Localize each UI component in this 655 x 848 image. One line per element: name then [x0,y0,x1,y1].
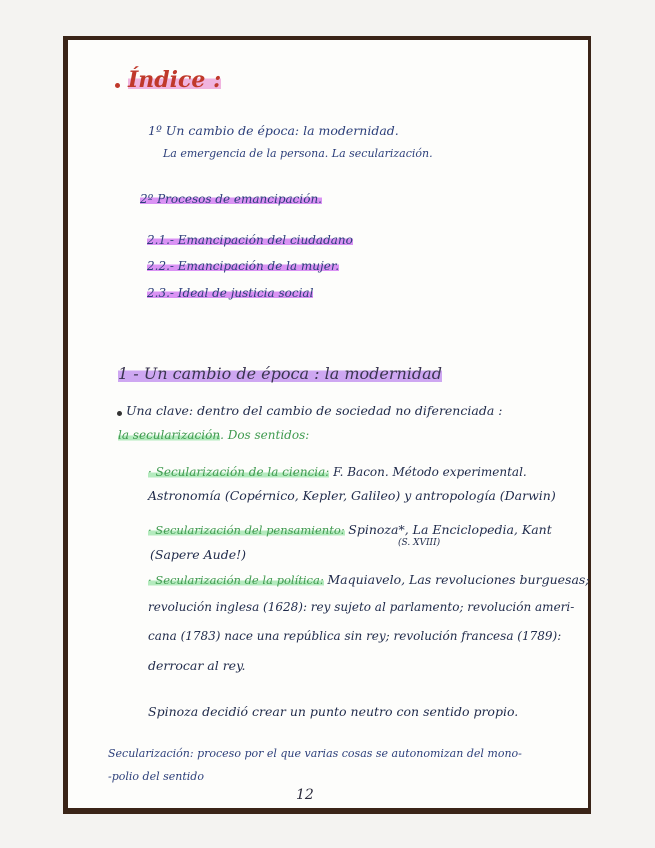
point-politica-line3: cana (1783) nace una república sin rey; revolución francesa (1789): [148,629,562,643]
point-politica-line4: derrocar al rey. [148,658,246,673]
index-sub-3: 2.3.- Ideal de justicia social [147,286,314,300]
point-pensamiento-line2: (Sapere Aude!) [150,547,247,562]
definition-line1: Secularización: proceso por el que varias cosas se autonomizan del mono- [108,747,522,760]
point-pensamiento-text: Spinoza*, La Enciclopedia, Kant [348,522,552,537]
secularizacion-term: la secularización [118,428,221,442]
page-number: 12 [296,787,314,803]
point-ciencia-line2: Astronomía (Copérnico, Kepler, Galileo) y antropología (Darwin) [148,488,556,503]
index-item-1: 1º Un cambio de época: la modernidad. [148,123,399,138]
point-pensamiento [148,522,552,537]
index-sub-1: 2.1.- Emancipación del ciudadano [147,233,353,247]
spinoza-note: Spinoza decidió crear un punto neutro con sentido propio. [148,704,519,719]
point-pensamiento-century: (S. XVIII) [398,538,441,548]
point-ciencia [148,465,527,479]
index-sub-2: 2.2.- Emancipación de la mujer. [147,259,340,273]
definition-line2: -polio del sentido [108,770,204,783]
point-politica-line2: revolución inglesa (1628): rey sujeto al parlamento; revolución ameri- [148,600,575,614]
index-title: Índice : [128,67,222,93]
bullet-dot [115,83,120,88]
point-politica-text: Maquiavelo, Las revoluciones burguesas; [327,572,590,587]
point-ciencia-text: F. Bacon. Método experimental. [333,465,527,479]
point-ciencia-label: · Secularización de la ciencia: [148,465,330,479]
intro-line-2 [118,428,309,442]
section-heading: 1 - Un cambio de época : la modernidad [118,364,442,383]
index-item-1-sub: La emergencia de la persona. La secularización. [163,147,433,160]
dos-sentidos: . Dos sentidos: [220,428,310,442]
point-politica [148,572,590,587]
intro-line: Una clave: dentro del cambio de sociedad no diferenciada : [126,403,503,418]
point-politica-label: · Secularización de la política: [148,573,324,587]
point-pensamiento-label: · Secularización del pensamiento: [148,523,345,537]
index-item-2: 2º Procesos de emancipación. [140,192,322,206]
bullet-dot [117,411,122,416]
